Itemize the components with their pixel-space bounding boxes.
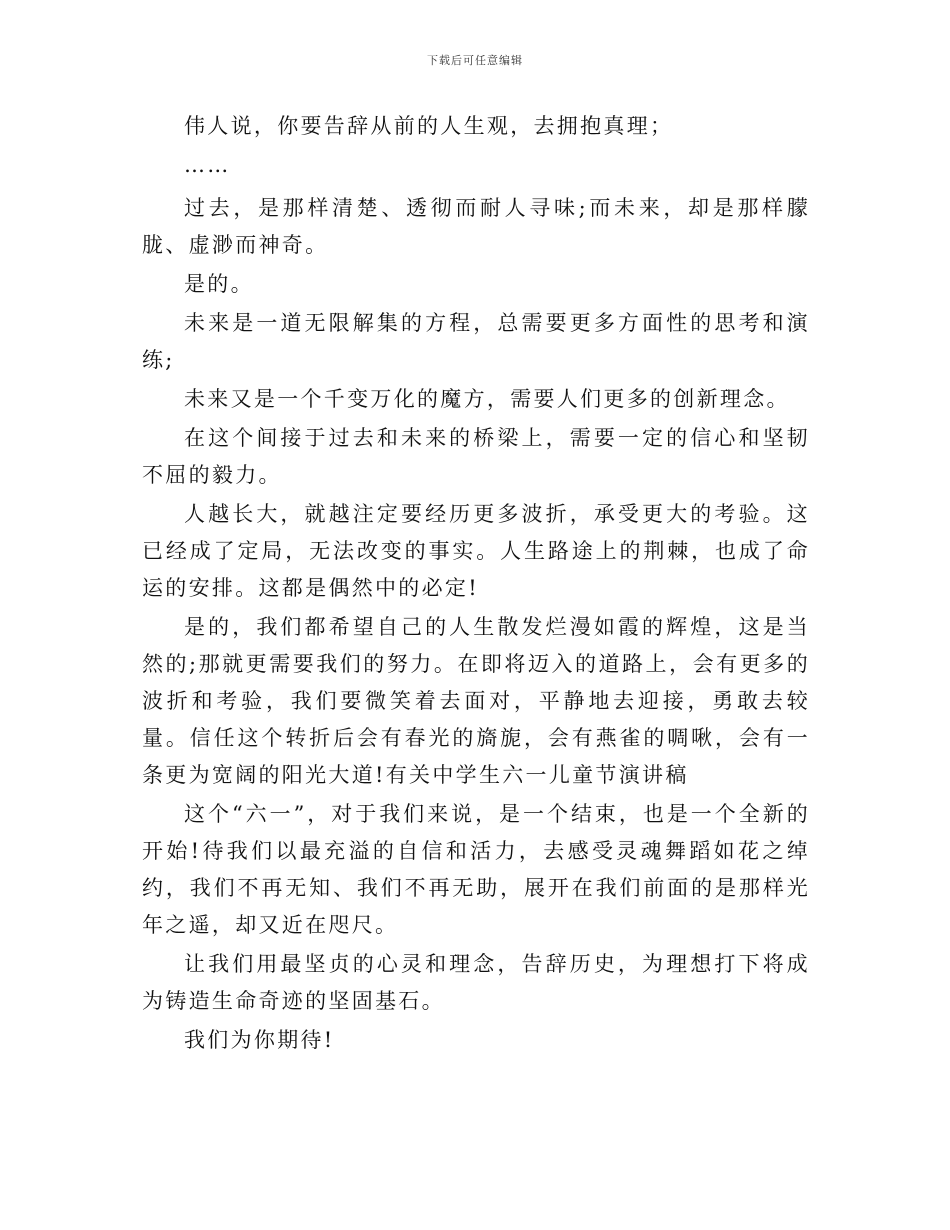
paragraph-10: 让我们用最坚贞的心灵和理念，告辞历史，为理想打下将成为铸造生命奇迹的坚固基石。 bbox=[142, 952, 810, 1013]
paragraph-4: 未来是一道无限解集的方程，总需要更多方面性的思考和演练; bbox=[142, 311, 810, 372]
paragraph-9: 这个“六一”，对于我们来说，是一个结束，也是一个全新的开始!待我们以最充溢的自信和活力，去感受灵魂舞蹈如花之绰约，我们不再无知、我们不再无助，展开在我们前面的是那样光年之遥，却又近在咫尺。 bbox=[142, 802, 810, 937]
paragraph-8: 是的，我们都希望自己的人生散发烂漫如霞的辉煌，这是当然的;那就更需要我们的努力。在即将迈入的道路上，会有更多的波折和考验，我们要微笑着去面对，平静地去迎接，勇敢去较量。信任这个转折后会有春光的旖旎，会有燕雀的啁啾，会有一条更为宽阔的阳光大道!有关中学生六一儿童节演讲稿 bbox=[142, 615, 810, 787]
paragraph-3: 是的。 bbox=[184, 272, 254, 296]
paragraph-11: 我们为你期待! bbox=[184, 1028, 335, 1052]
document-body bbox=[142, 108, 810, 1059]
page-header: 下载后可任意编辑 bbox=[427, 54, 523, 67]
paragraph-1: 伟人说，你要告辞从前的人生观，去拥抱真理； bbox=[184, 114, 674, 138]
paragraph-6: 在这个间接于过去和未来的桥梁上，需要一定的信心和坚韧不屈的毅力。 bbox=[142, 426, 810, 487]
paragraph-5: 未来又是一个千变万化的魔方，需要人们更多的创新理念。 bbox=[184, 387, 790, 411]
paragraph-ellipsis: …… bbox=[184, 153, 231, 177]
paragraph-2: 过去，是那样清楚、透彻而耐人寻味;而未来，却是那样朦胧、虚渺而神奇。 bbox=[142, 196, 810, 257]
paragraph-7: 人越长大，就越注定要经历更多波折，承受更大的考验。这已经成了定局，无法改变的事实。人生路途上的荆棘，也成了命运的安排。这都是偶然中的必定! bbox=[142, 502, 810, 600]
